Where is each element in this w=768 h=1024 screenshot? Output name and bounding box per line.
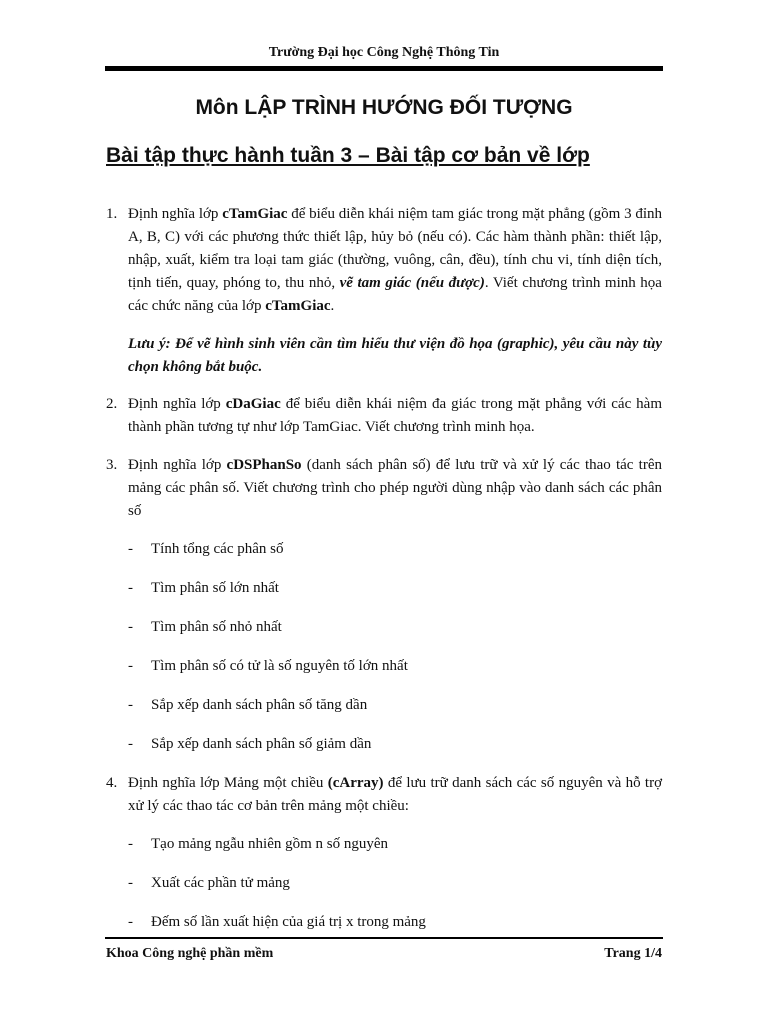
list-item bbox=[106, 833, 662, 856]
class-name: cDaGiac bbox=[225, 396, 281, 412]
dash-bullet: - bbox=[128, 541, 133, 557]
exercise-2 bbox=[106, 393, 662, 439]
list-item-text: Tìm phân số lớn nhất bbox=[151, 580, 279, 596]
exercise-4 bbox=[106, 772, 662, 818]
list-item-text: Xuất các phần tử mảng bbox=[151, 875, 290, 891]
page-header: Trường Đại học Công Nghệ Thông Tin bbox=[268, 45, 500, 60]
exercise-number: 2. bbox=[106, 396, 118, 412]
exercise-text: . Viết chương trình minh họa các chức năng của lớp bbox=[128, 275, 662, 314]
dash-bullet: - bbox=[128, 580, 133, 596]
list-item bbox=[106, 616, 662, 639]
class-name: (cArray) bbox=[327, 775, 384, 791]
exercise-number: 1. bbox=[106, 206, 118, 222]
dash-bullet: - bbox=[128, 836, 133, 852]
exercise-3 bbox=[106, 454, 662, 523]
exercise-text: để biểu diễn khái niệm tam giác trong mặt phẳng (gồm 3 đỉnh A, B, C) với các phương thức thiết lập, hủy bỏ (nếu có). Các hàm thành phần: thiết lập, nhập, xuất, kiểm tra loại tam giác (thường, vuông, cân, đều), tính chu vi, tính diện tích, tịnh tiến, quay, phóng to, thu nhỏ, bbox=[128, 206, 662, 291]
note-paragraph: Lưu ý: Để vẽ hình sinh viên cần tìm hiểu thư viện đồ họa (graphic), yêu cầu này tùy chọn không bắt buộc. bbox=[128, 336, 662, 375]
list-item bbox=[106, 538, 662, 561]
exercise-text: Định nghĩa lớp bbox=[128, 206, 223, 222]
assignment-title: Bài tập thực hành tuần 3 – Bài tập cơ bản về lớp bbox=[106, 144, 590, 167]
exercise-text: Định nghĩa lớp bbox=[128, 396, 226, 412]
list-item bbox=[106, 577, 662, 600]
list-item-text: Tính tổng các phân số bbox=[151, 541, 284, 557]
emphasis-text: vẽ tam giác (nếu được) bbox=[339, 275, 485, 291]
exercise-text: để biểu diễn khái niệm đa giác trong mặt phẳng với các hàm thành phần tương tự như lớp TamGiac. Viết chương trình minh họa. bbox=[128, 396, 662, 435]
exercise-text: Định nghĩa lớp bbox=[128, 457, 227, 473]
exercise-text: để lưu trữ danh sách các số nguyên và hỗ trợ xử lý các thao tác cơ bản trên mảng một chiều: bbox=[128, 775, 662, 814]
dash-bullet: - bbox=[128, 914, 133, 930]
header-rule bbox=[105, 66, 663, 71]
dash-bullet: - bbox=[128, 736, 133, 752]
exercise-number: 4. bbox=[106, 775, 118, 791]
class-name: cTamGiac bbox=[222, 206, 288, 222]
exercise-text: . bbox=[330, 298, 335, 314]
list-item-text: Đếm số lần xuất hiện của giá trị x trong mảng bbox=[151, 914, 426, 930]
list-item bbox=[106, 733, 662, 756]
footer-rule bbox=[105, 937, 663, 939]
list-item-text: Tìm phân số nhỏ nhất bbox=[151, 619, 282, 635]
list-item bbox=[106, 694, 662, 717]
list-item-text: Tìm phân số có tử là số nguyên tố lớn nhất bbox=[151, 658, 408, 674]
document-body bbox=[106, 203, 662, 950]
class-name: cTamGiac bbox=[265, 298, 331, 314]
dash-bullet: - bbox=[128, 658, 133, 674]
list-item bbox=[106, 872, 662, 895]
exercise-text: Định nghĩa lớp Mảng một chiều bbox=[128, 775, 328, 791]
class-name: cDSPhanSo bbox=[226, 457, 302, 473]
list-item bbox=[106, 655, 662, 678]
footer-department: Khoa Công nghệ phần mềm bbox=[106, 946, 274, 961]
dash-bullet: - bbox=[128, 875, 133, 891]
list-item-text: Sắp xếp danh sách phân số tăng dần bbox=[151, 697, 368, 713]
exercise-number: 3. bbox=[106, 457, 118, 473]
exercise-1 bbox=[106, 203, 662, 318]
dash-bullet: - bbox=[128, 619, 133, 635]
course-title: Môn LẬP TRÌNH HƯỚNG ĐỐI TƯỢNG bbox=[195, 96, 573, 119]
list-item bbox=[106, 911, 662, 934]
exercise-text: (danh sách phân số) để lưu trữ và xử lý các thao tác trên mảng các phân số. Viết chương trình cho phép người dùng nhập vào danh sách các phân số bbox=[128, 457, 662, 519]
dash-bullet: - bbox=[128, 697, 133, 713]
list-item-text: Tạo mảng ngẫu nhiên gồm n số nguyên bbox=[151, 836, 389, 852]
list-item-text: Sắp xếp danh sách phân số giảm dần bbox=[151, 736, 372, 752]
page-number: Trang 1/4 bbox=[604, 946, 662, 961]
